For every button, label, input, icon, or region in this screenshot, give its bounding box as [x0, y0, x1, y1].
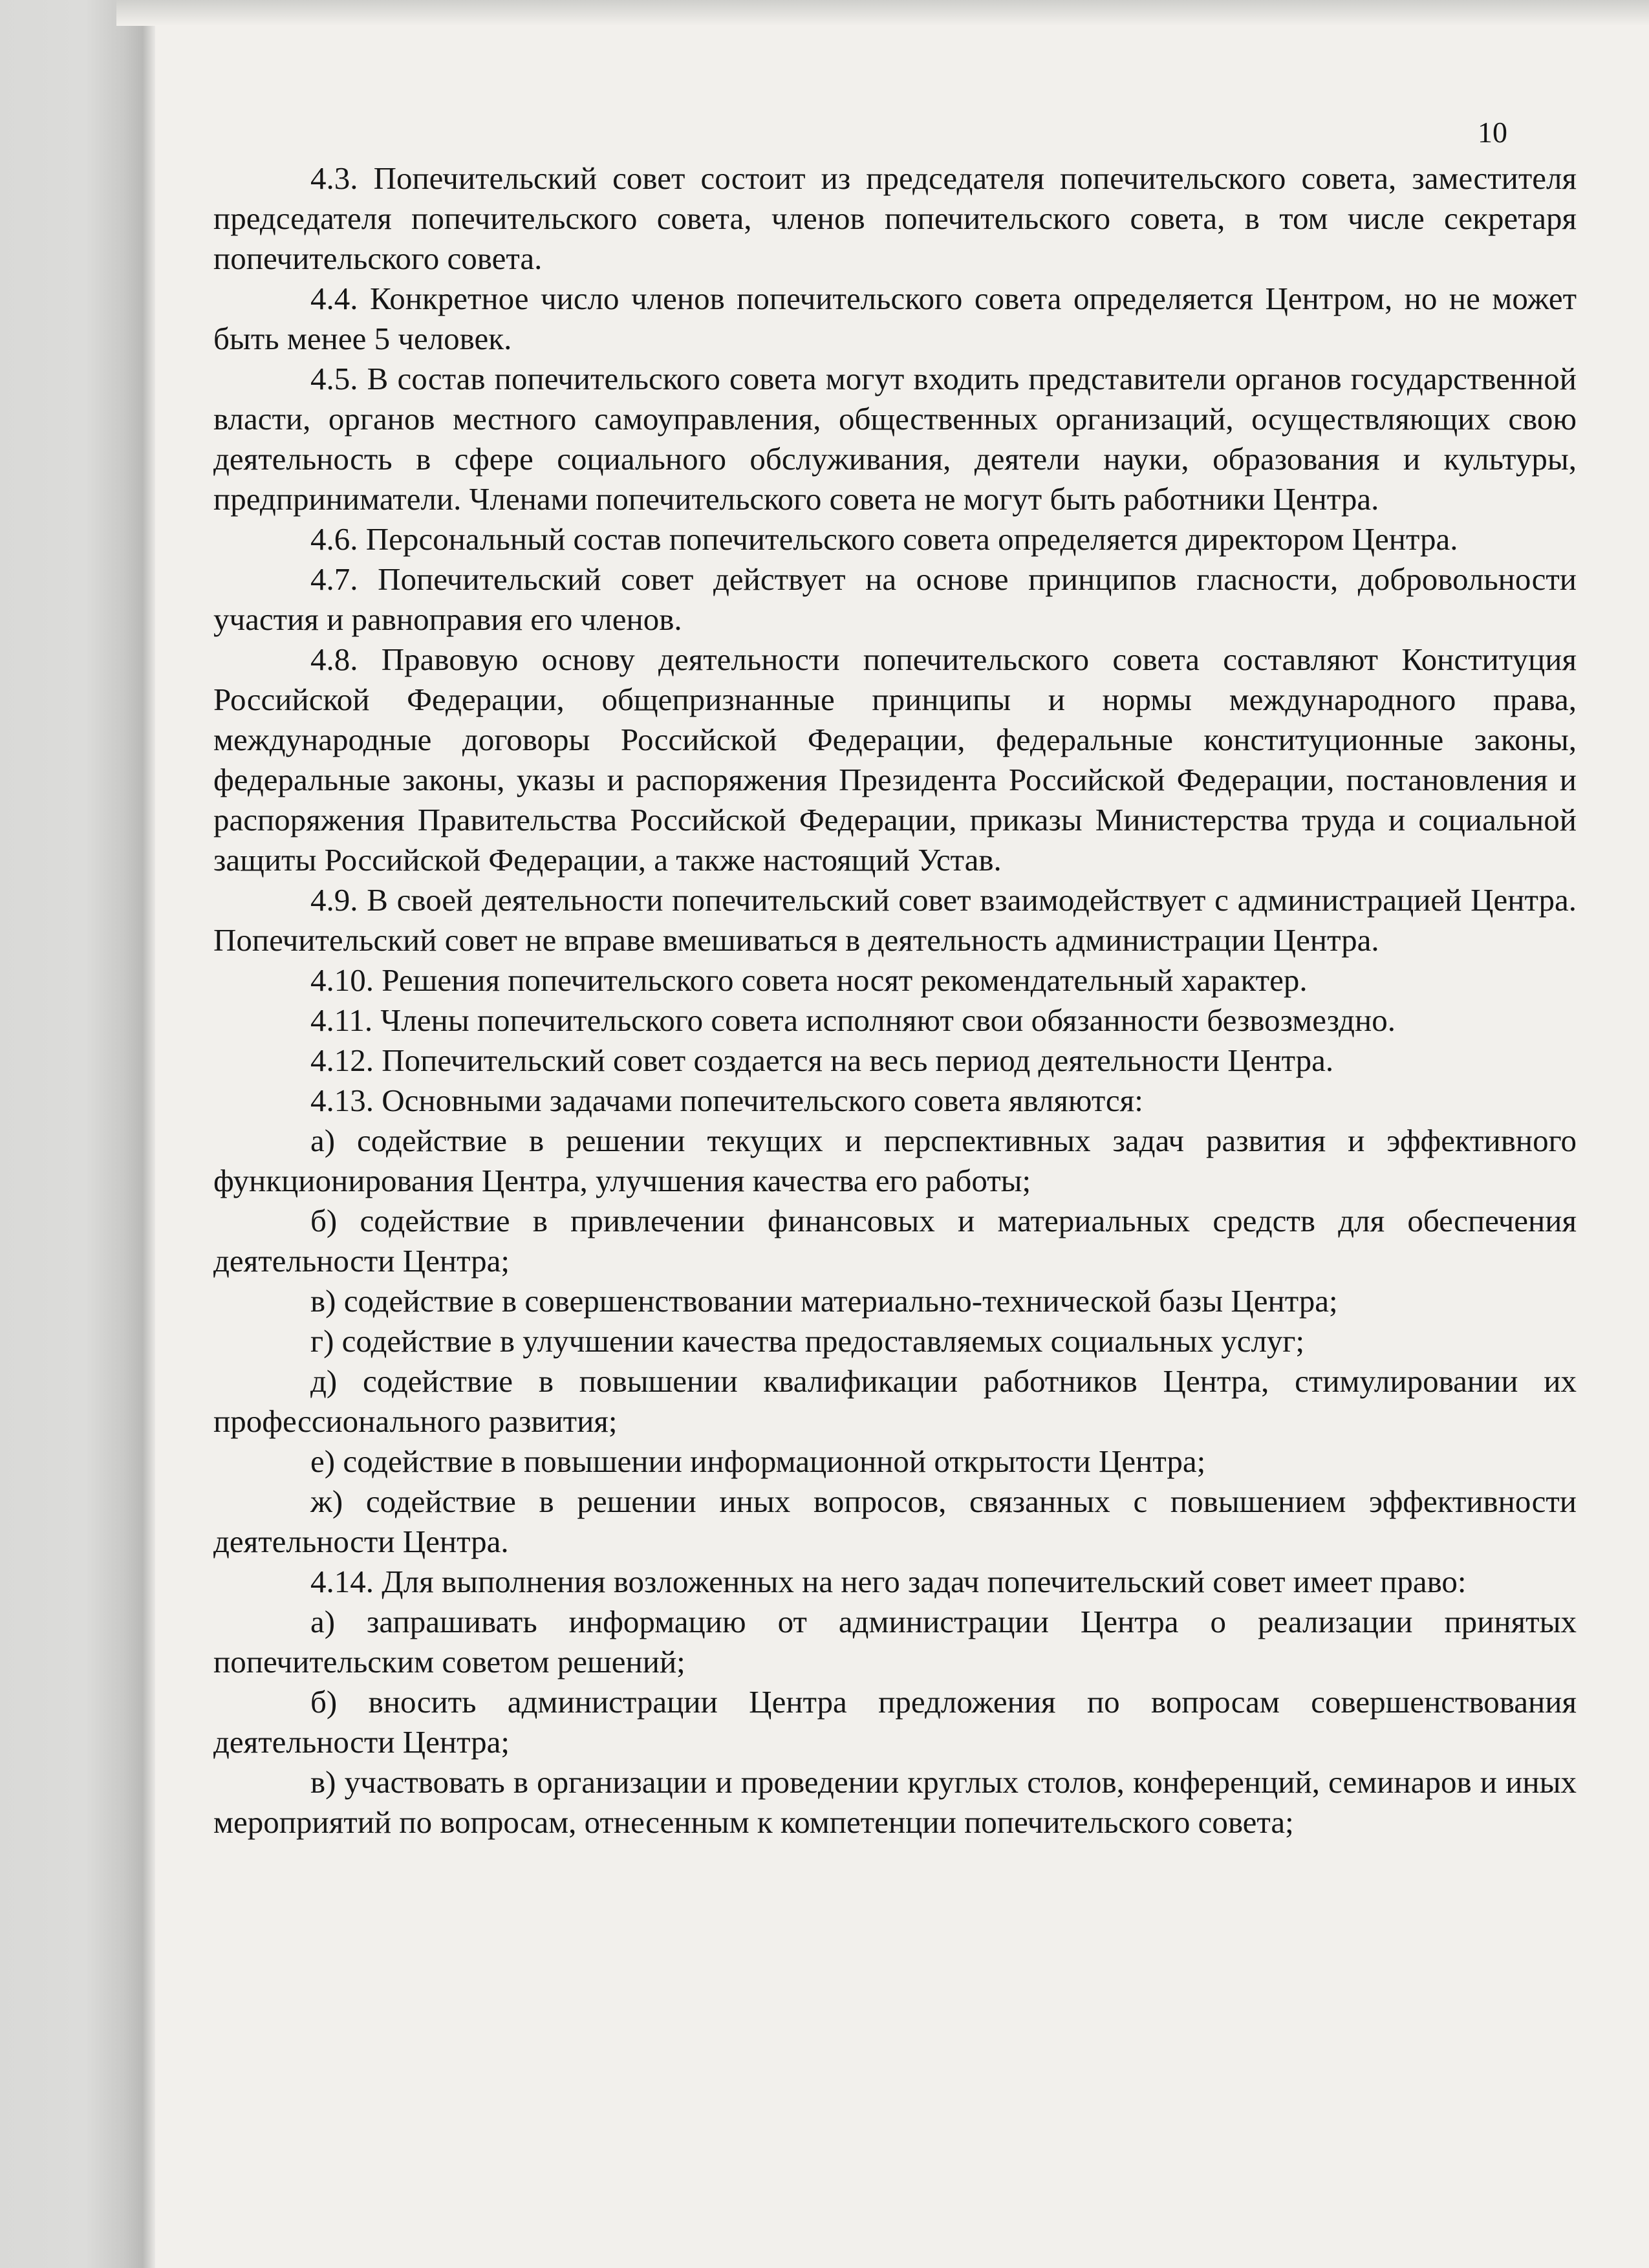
list-item-4-14-a: а) запрашивать информацию от администрации Центра о реализации принятых попечительским советом решений;: [213, 1604, 1577, 1679]
document-body: [213, 158, 1577, 1842]
list-item-4-13-e: е) содействие в повышении информационной открытости Центра;: [310, 1443, 1206, 1479]
list-item-4-13-a: а) содействие в решении текущих и перспективных задач развития и эффективного функционирования Центра, улучшения качества его работы;: [213, 1123, 1577, 1198]
paragraph-4-6: 4.6. Персональный состав попечительского совета определяется директором Центра.: [310, 521, 1458, 557]
previous-page-edge: [0, 0, 155, 2268]
list-item-4-13-v: в) содействие в совершенствовании материально-технической базы Центра;: [310, 1283, 1338, 1319]
list-item-4-14-b: б) вносить администрации Центра предложения по вопросам совершенствования деятельности Центра;: [213, 1684, 1577, 1760]
paragraph-4-4: 4.4. Конкретное число членов попечительского совета определяется Центром, но не может быть менее 5 человек.: [213, 281, 1577, 356]
paragraph-4-12: 4.12. Попечительский совет создается на весь период деятельности Центра.: [310, 1042, 1334, 1078]
paragraph-4-14: 4.14. Для выполнения возложенных на него задач попечительский совет имеет право:: [310, 1564, 1467, 1599]
list-item-4-13-g: г) содействие в улучшении качества предоставляемых социальных услуг;: [310, 1323, 1305, 1359]
list-item-4-13-d: д) содействие в повышении квалификации работников Центра, стимулировании их профессионального развития;: [213, 1363, 1577, 1439]
paragraph-4-11: 4.11. Члены попечительского совета исполняют свои обязанности безвозмездно.: [310, 1002, 1396, 1038]
paragraph-4-8: 4.8. Правовую основу деятельности попечительского совета составляют Конституция Российской Федерации, общепризнанные принципы и нормы международного права, международные договоры Российской Федерации, федеральные конституционные законы, федеральные законы, указы и распоряжения Президента Российской Федерации, постановления и распоряжения Правительства Российской Федерации, приказы Министерства труда и социальной защиты Российской Федерации, а также настоящий Устав.: [213, 642, 1577, 878]
paragraph-4-13: 4.13. Основными задачами попечительского совета являются:: [310, 1083, 1143, 1118]
paragraph-4-9: 4.9. В своей деятельности попечительский совет взаимодействует с администрацией Центра. Попечительский совет не вправе вмешиваться в деятельность администрации Центра.: [213, 882, 1577, 958]
list-item-4-14-v: в) участвовать в организации и проведении круглых столов, конференций, семинаров и иных мероприятий по вопросам, отнесенным к компетенции попечительского совета;: [213, 1764, 1577, 1840]
paragraph-4-3: 4.3. Попечительский совет состоит из председателя попечительского совета, заместителя председателя попечительского совета, членов попечительского совета, в том числе секретаря попечительского совета.: [213, 160, 1577, 276]
list-item-4-13-zh: ж) содействие в решении иных вопросов, связанных с повышением эффективности деятельности Центра.: [213, 1484, 1577, 1559]
paragraph-4-5: 4.5. В состав попечительского совета могут входить представители органов государственной власти, органов местного самоуправления, общественных организаций, осуществляющих свою деятельность в сфере социального обслуживания, деятели науки, образования и культуры, предприниматели. Членами попечительского совета не могут быть работники Центра.: [213, 361, 1577, 517]
paragraph-4-10: 4.10. Решения попечительского совета носят рекомендательный характер.: [310, 962, 1308, 998]
page-number: 10: [1478, 116, 1507, 149]
list-item-4-13-b: б) содействие в привлечении финансовых и материальных средств для обеспечения деятельности Центра;: [213, 1203, 1577, 1279]
document-page: [155, 0, 1649, 2268]
paragraph-4-7: 4.7. Попечительский совет действует на основе принципов гласности, добровольности участия и равноправия его членов.: [213, 561, 1577, 637]
